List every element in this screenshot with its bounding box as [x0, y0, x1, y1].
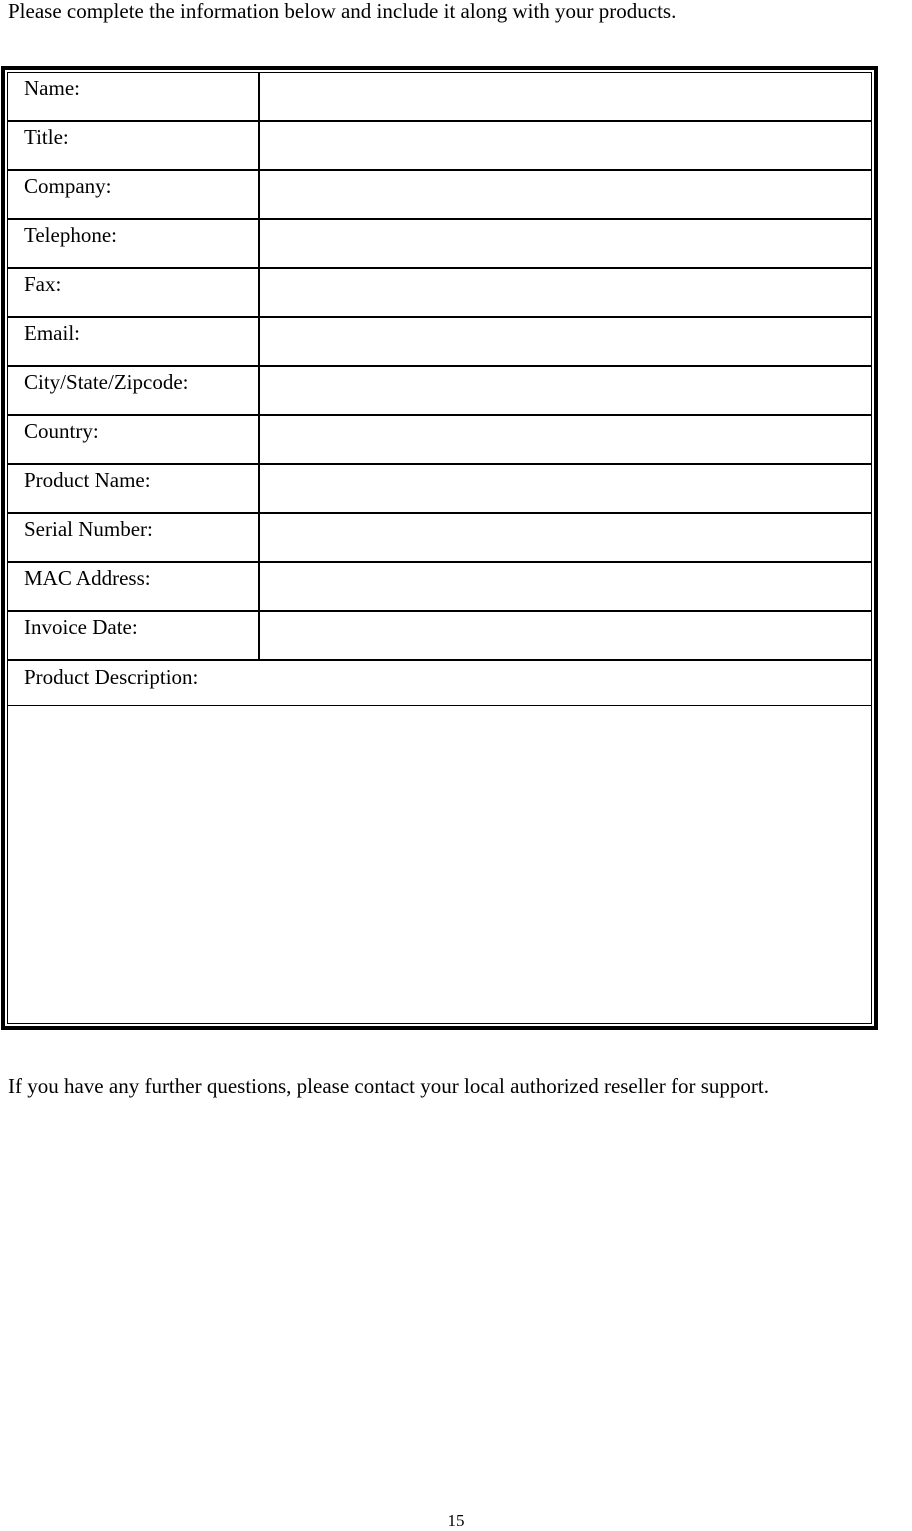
serial-number-field[interactable] [260, 514, 871, 561]
city-state-zipcode-field[interactable] [260, 367, 871, 414]
label-cell [8, 122, 260, 169]
email-field[interactable] [260, 318, 871, 365]
label-cell [8, 416, 260, 463]
title-field[interactable] [260, 122, 871, 169]
product-name-field[interactable] [260, 465, 871, 512]
label-cell [8, 612, 260, 659]
field-label-product-description: Product Description: [24, 665, 199, 689]
form-row-email [8, 318, 871, 367]
registration-form [1, 66, 878, 1030]
field-label-city-state-zipcode: City/State/Zipcode: [24, 370, 189, 394]
form-row-title [8, 122, 871, 171]
form-row-product-description [8, 661, 871, 706]
invoice-date-field[interactable] [260, 612, 871, 659]
field-label-country: Country: [24, 419, 99, 443]
form-row-company [8, 171, 871, 220]
field-label-title: Title: [24, 125, 69, 149]
field-label-mac-address: MAC Address: [24, 566, 151, 590]
mac-address-field[interactable] [260, 563, 871, 610]
fax-field[interactable] [260, 269, 871, 316]
field-label-company: Company: [24, 174, 112, 198]
label-cell [8, 514, 260, 561]
name-field[interactable] [260, 73, 871, 120]
field-label-email: Email: [24, 321, 80, 345]
label-cell [8, 269, 260, 316]
country-field[interactable] [260, 416, 871, 463]
label-cell [8, 465, 260, 512]
form-row-name [8, 73, 871, 122]
form-row-invoice-date [8, 612, 871, 661]
form-row-telephone [8, 220, 871, 269]
label-cell [8, 563, 260, 610]
field-label-serial-number: Serial Number: [24, 517, 153, 541]
closing-text: If you have any further questions, please contact your local authorized reseller for support. [8, 1074, 769, 1098]
field-label-telephone: Telephone: [24, 223, 117, 247]
field-label-fax: Fax: [24, 272, 62, 296]
product-description-field[interactable] [8, 706, 871, 1023]
label-cell [8, 318, 260, 365]
telephone-field[interactable] [260, 220, 871, 267]
field-label-invoice-date: Invoice Date: [24, 615, 138, 639]
form-row-mac-address [8, 563, 871, 612]
form-row-fax [8, 269, 871, 318]
form-row-country [8, 416, 871, 465]
form-row-serial-number [8, 514, 871, 563]
label-cell [8, 220, 260, 267]
label-cell [8, 171, 260, 218]
form-table [7, 72, 872, 1024]
field-label-product-name: Product Name: [24, 468, 151, 492]
label-cell [8, 73, 260, 120]
form-row-city-state-zipcode [8, 367, 871, 416]
page-number: 15 [447, 1511, 465, 1530]
label-cell [8, 367, 260, 414]
form-row-product-name [8, 465, 871, 514]
company-field[interactable] [260, 171, 871, 218]
field-label-name: Name: [24, 76, 80, 100]
intro-text: Please complete the information below and include it along with your products. [8, 0, 677, 23]
